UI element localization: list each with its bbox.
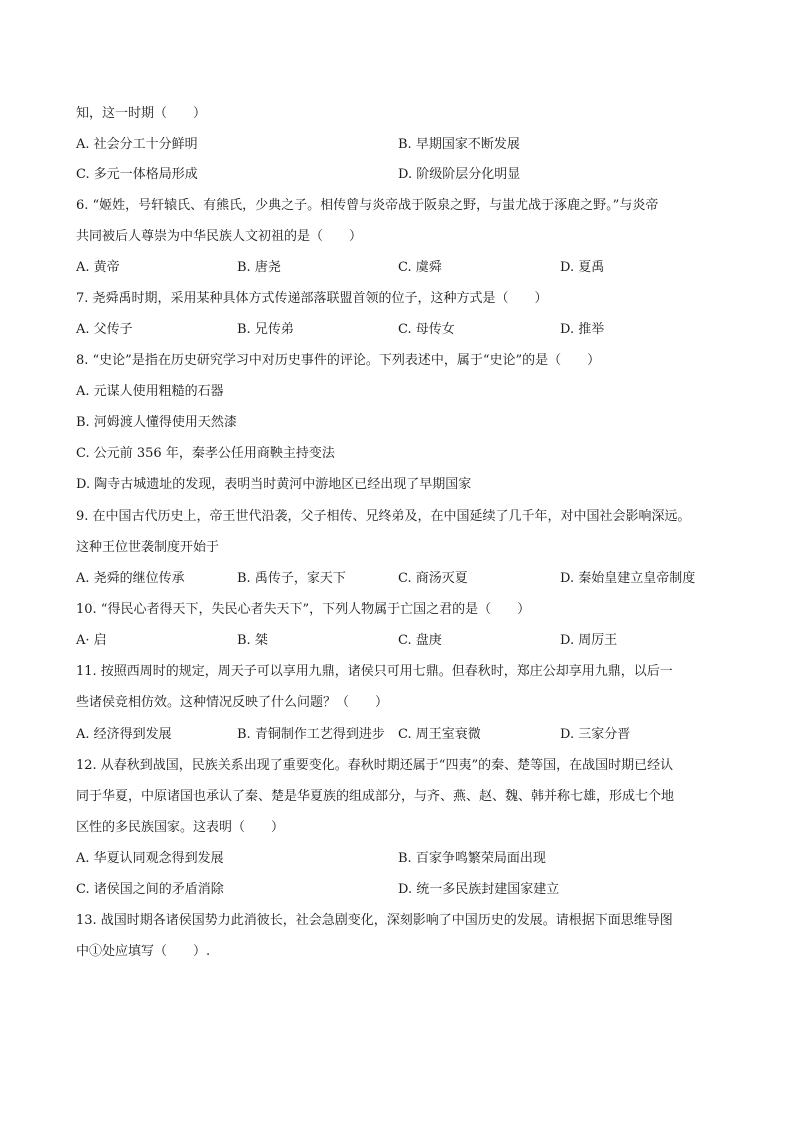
- q12-option-c: C. 诸侯国之间的矛盾消除: [76, 882, 224, 897]
- q8-option-b: B. 河姆渡人懂得使用天然漆: [76, 415, 237, 430]
- q10-option-d: D. 周厉王: [560, 633, 618, 648]
- q5-option-d: D. 阶级阶层分化明显: [398, 167, 521, 182]
- q10-option-a: A· 启: [76, 633, 107, 648]
- q6-option-c: C. 虞舜: [398, 260, 442, 275]
- question-5-stem-end: 知，这一时期（ ）: [76, 106, 207, 121]
- q9-option-a: A. 尧舜的继位传承: [76, 571, 185, 586]
- question-6-stem-cont: 共同被后人尊崇为中华民族人文初祖的是（ ）: [76, 229, 363, 244]
- q5-option-b: B. 早期国家不断发展: [398, 137, 520, 152]
- question-12-stem: 12. 从春秋到战国，民族关系出现了重要变化。春秋时期还属于“四夷”的秦、楚等国，在战国时期已经认: [76, 758, 674, 773]
- q7-option-d: D. 推举: [560, 322, 605, 337]
- q6-option-a: A. 黄帝: [76, 260, 120, 275]
- q8-option-c: C. 公元前 356 年，秦孝公任用商鞅主持变法: [76, 446, 335, 461]
- q12-option-b: B. 百家争鸣繁荣局面出现: [398, 851, 546, 866]
- question-11-stem-cont: 些诸侯竞相仿效。这种情况反映了什么问题？（ ）: [76, 695, 389, 710]
- q11-option-d: D. 三家分晋: [560, 727, 631, 742]
- q8-option-a: A. 元谋人使用粗糙的石器: [76, 384, 224, 399]
- q8-option-d: D. 陶寺古城遗址的发现，表明当时黄河中游地区已经出现了早期国家: [76, 477, 472, 492]
- q11-option-b: B. 青铜制作工艺得到进步: [237, 727, 385, 742]
- question-11-stem: 11. 按照西周时的规定，周天子可以享用九鼎，诸侯只可用七鼎。但春秋时，郑庄公却享用九鼎，以后一: [76, 664, 673, 679]
- question-12-stem-cont: 同于华夏，中原诸国也承认了秦、楚是华夏族的组成部分，与齐、燕、赵、魏、韩并称七雄，形成七个地: [76, 789, 675, 804]
- question-7-stem: 7. 尧舜禹时期，采用某种具体方式传递部落联盟首领的位子，这种方式是（ ）: [76, 291, 548, 306]
- question-13-stem-cont: 中①处应填写（ ）.: [76, 944, 211, 959]
- q7-option-a: A. 父传子: [76, 322, 133, 337]
- question-13-stem: 13. 战国时期各诸侯国势力此消彼长，社会急剧变化，深刻影响了中国历史的发展。请根据下面思维导图: [76, 913, 673, 928]
- q7-option-c: C. 母传女: [398, 322, 455, 337]
- q5-option-a: A. 社会分工十分鲜明: [76, 137, 198, 152]
- q9-option-c: C. 商汤灭夏: [398, 571, 468, 586]
- question-12-stem-cont-2: 区性的多民族国家。这表明（ ）: [76, 820, 285, 835]
- q11-option-a: A. 经济得到发展: [76, 727, 172, 742]
- q6-option-b: B. 唐尧: [237, 260, 281, 275]
- question-10-stem: 10. “得民心者得天下，失民心者失天下”，下列人物属于亡国之君的是（ ）: [76, 602, 531, 617]
- question-9-stem: 9. 在中国古代历史上，帝王世代沿袭，父子相传、兄终弟及，在中国延续了几千年，对中国社会影响深远。: [76, 509, 691, 524]
- q10-option-b: B. 桀: [237, 633, 268, 648]
- q9-option-b: B. 禹传子，家天下: [237, 571, 346, 586]
- question-9-stem-cont: 这种王位世袭制度开始于: [76, 540, 220, 555]
- q10-option-c: C. 盘庚: [398, 633, 442, 648]
- question-6-stem: 6. “姬姓，号轩辕氏、有熊氏，少典之子。相传曾与炎帝战于阪泉之野，与蚩尤战于涿鹿之野。”与炎帝: [76, 198, 659, 213]
- q12-option-d: D. 统一多民族封建国家建立: [398, 882, 560, 897]
- q5-option-c: C. 多元一体格局形成: [76, 167, 198, 182]
- question-8-stem: 8. “史论”是指在历史研究学习中对历史事件的评论。下列表述中，属于“史论”的是（ ）: [76, 353, 601, 368]
- q7-option-b: B. 兄传弟: [237, 322, 294, 337]
- q9-option-d: D. 秦始皇建立皇帝制度: [560, 571, 696, 586]
- q12-option-a: A. 华夏认同观念得到发展: [76, 851, 224, 866]
- q6-option-d: D. 夏禹: [560, 260, 605, 275]
- q11-option-c: C. 周王室衰微: [398, 727, 481, 742]
